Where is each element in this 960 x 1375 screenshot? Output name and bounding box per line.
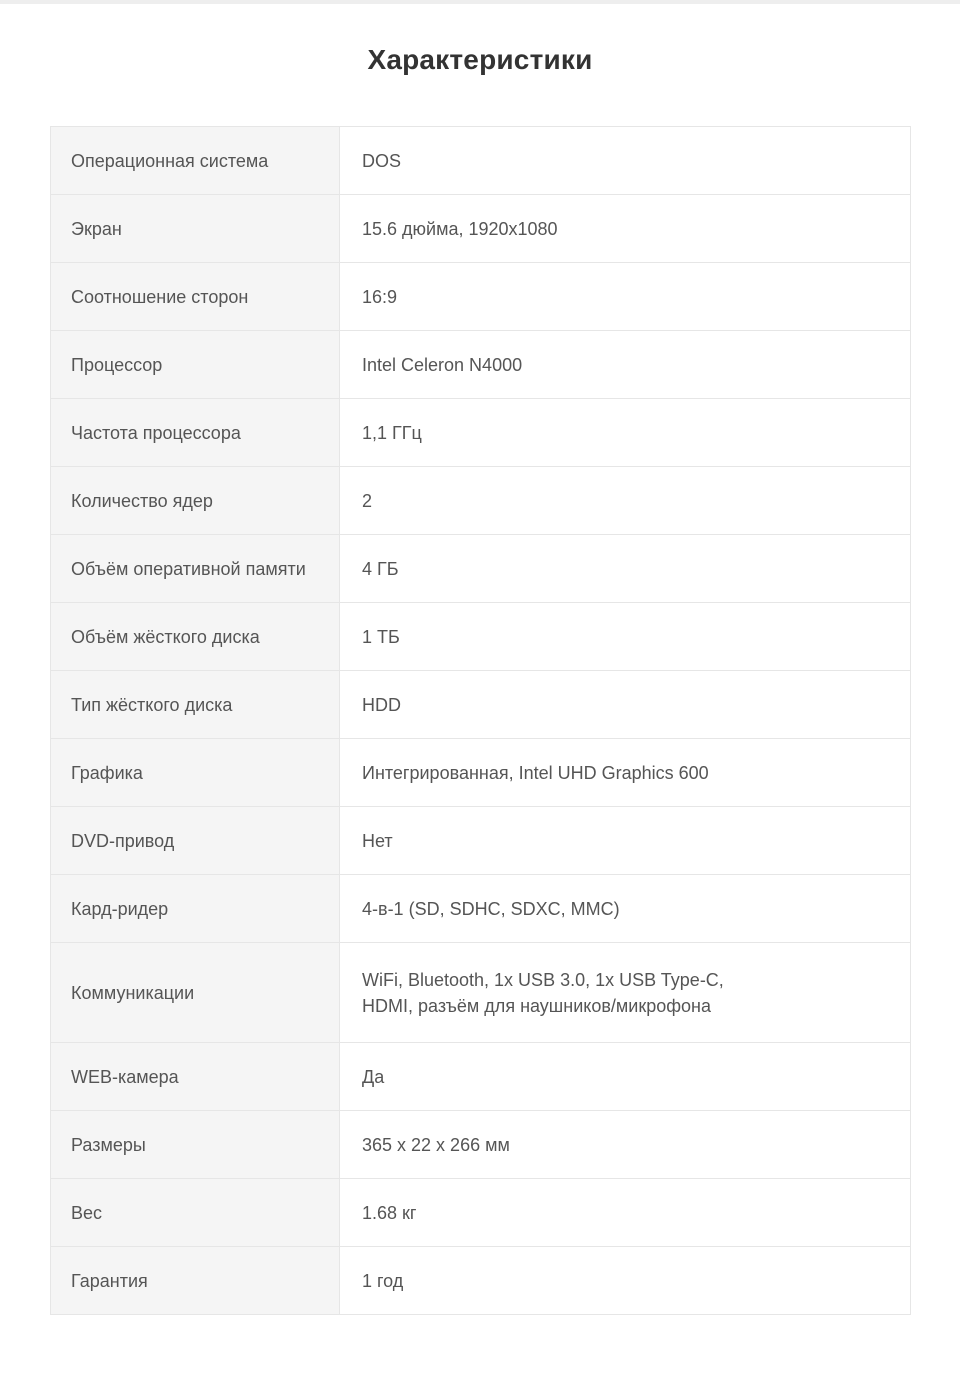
- spec-row-warranty: [51, 1247, 911, 1315]
- spec-row-cpu-frequency: [51, 399, 911, 467]
- spec-label: Процессор: [51, 331, 340, 399]
- spec-value: HDD: [340, 671, 911, 739]
- spec-row-screen: [51, 195, 911, 263]
- spec-value: Нет: [340, 807, 911, 875]
- spec-row-card-reader: [51, 875, 911, 943]
- spec-label: Гарантия: [51, 1247, 340, 1315]
- spec-row-processor: [51, 331, 911, 399]
- spec-value: 4 ГБ: [340, 535, 911, 603]
- spec-row-weight: [51, 1179, 911, 1247]
- spec-label: Графика: [51, 739, 340, 807]
- spec-row-cores: [51, 467, 911, 535]
- top-divider: [0, 0, 960, 4]
- spec-label: Операционная система: [51, 127, 340, 195]
- spec-label: Кард-ридер: [51, 875, 340, 943]
- spec-row-os: [51, 127, 911, 195]
- spec-row-storage-size: [51, 603, 911, 671]
- spec-value: 1.68 кг: [340, 1179, 911, 1247]
- spec-value: 1 ТБ: [340, 603, 911, 671]
- specs-table: [50, 126, 911, 1315]
- spec-value: Intel Celeron N4000: [340, 331, 911, 399]
- spec-label: Объём оперативной памяти: [51, 535, 340, 603]
- spec-value: DOS: [340, 127, 911, 195]
- spec-row-aspect-ratio: [51, 263, 911, 331]
- spec-value: 16:9: [340, 263, 911, 331]
- spec-label: Количество ядер: [51, 467, 340, 535]
- spec-value: [340, 943, 911, 1043]
- spec-value: 1,1 ГГц: [340, 399, 911, 467]
- spec-value: 365 x 22 x 266 мм: [340, 1111, 911, 1179]
- spec-row-ram: [51, 535, 911, 603]
- spec-value: Интегрированная, Intel UHD Graphics 600: [340, 739, 911, 807]
- spec-label: Экран: [51, 195, 340, 263]
- spec-row-dimensions: [51, 1111, 911, 1179]
- spec-value: 1 год: [340, 1247, 911, 1315]
- page-title: Характеристики: [367, 44, 593, 75]
- spec-value-line: HDMI, разъём для наушников/микрофона: [362, 995, 711, 1016]
- spec-value: 15.6 дюйма, 1920x1080: [340, 195, 911, 263]
- spec-label: Тип жёсткого диска: [51, 671, 340, 739]
- spec-label: Соотношение сторон: [51, 263, 340, 331]
- spec-label: Объём жёсткого диска: [51, 603, 340, 671]
- spec-row-storage-type: [51, 671, 911, 739]
- spec-row-connectivity: [51, 943, 911, 1043]
- spec-label: Частота процессора: [51, 399, 340, 467]
- spec-label: Коммуникации: [51, 943, 340, 1043]
- spec-row-webcam: [51, 1043, 911, 1111]
- spec-value: Да: [340, 1043, 911, 1111]
- spec-label: Размеры: [51, 1111, 340, 1179]
- spec-label: WEB-камера: [51, 1043, 340, 1111]
- spec-value: 4-в-1 (SD, SDHC, SDXC, MMC): [340, 875, 911, 943]
- spec-label: DVD-привод: [51, 807, 340, 875]
- spec-label: Вес: [51, 1179, 340, 1247]
- spec-value-line: WiFi, Bluetooth, 1x USB 3.0, 1x USB Type-C,: [362, 969, 724, 990]
- spec-row-graphics: [51, 739, 911, 807]
- spec-row-dvd: [51, 807, 911, 875]
- spec-value: 2: [340, 467, 911, 535]
